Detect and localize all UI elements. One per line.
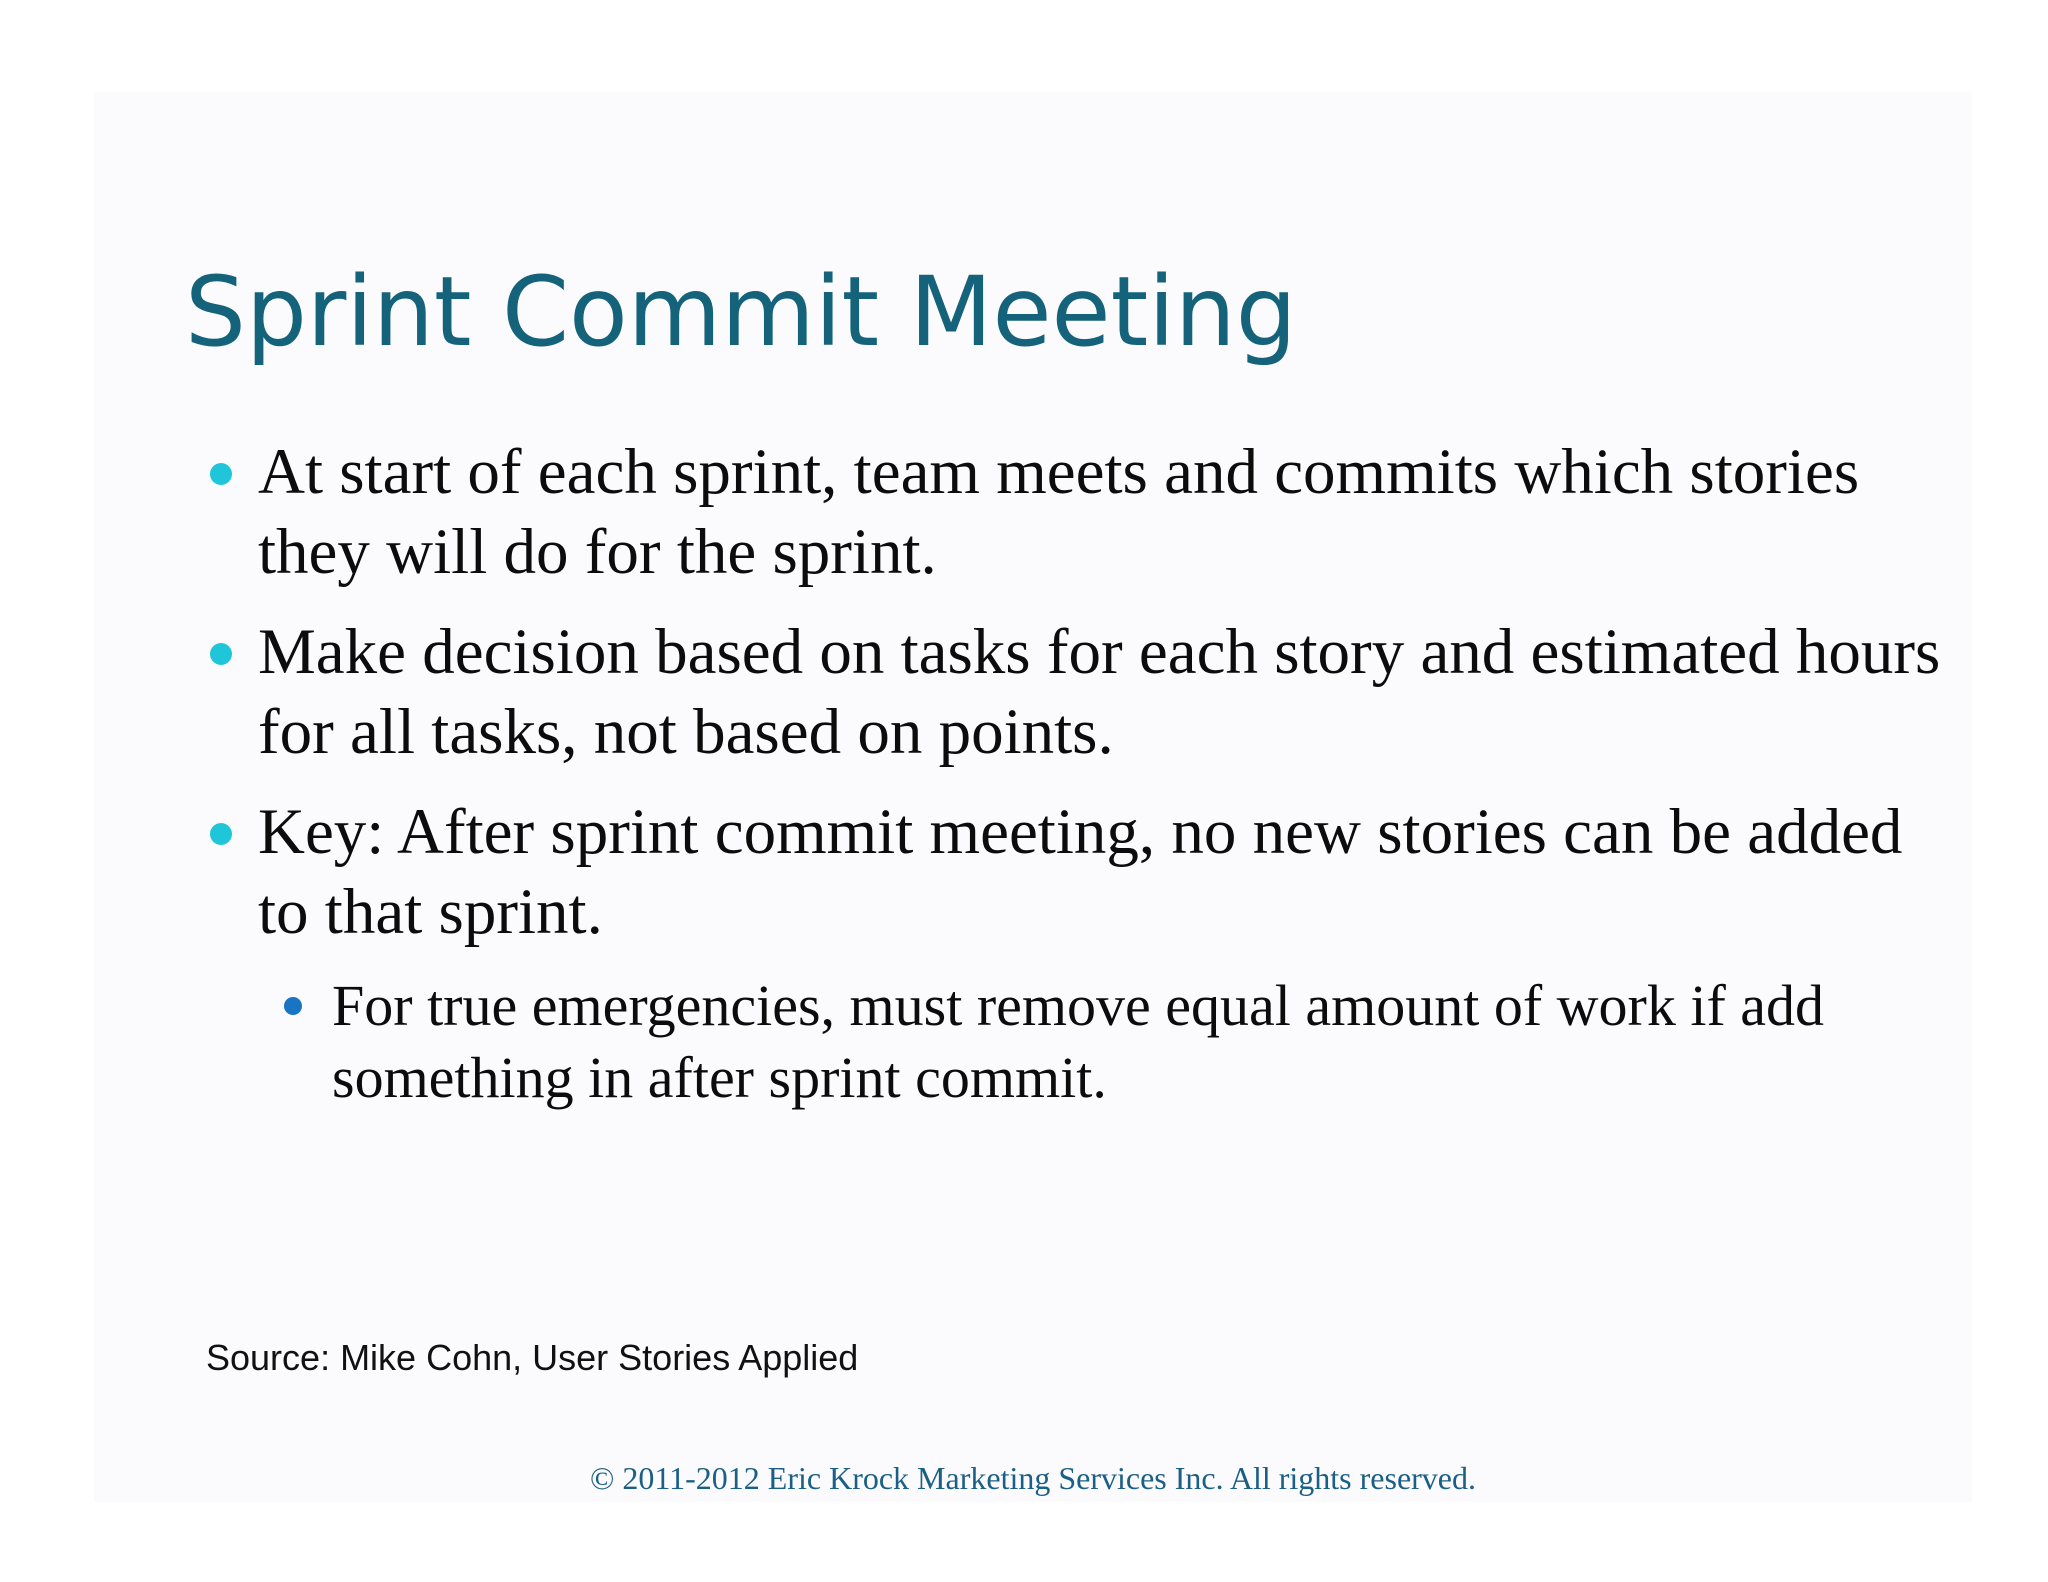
bullet-item xyxy=(210,432,1950,592)
sub-bullet-dot-icon xyxy=(284,997,302,1015)
copyright-footer: © 2011-2012 Eric Krock Marketing Services Inc. All rights reserved. xyxy=(590,1460,1476,1496)
sub-bullet-item xyxy=(284,970,1950,1114)
bullet-dot-icon xyxy=(210,463,232,485)
bullet-text: At start of each sprint, team meets and commits which stories they will do for the sprint. xyxy=(258,436,1860,588)
bullet-item xyxy=(210,612,1950,772)
bullet-item xyxy=(210,792,1950,1114)
bullet-list xyxy=(210,432,1950,1134)
sub-bullet-list xyxy=(258,970,1950,1114)
bullet-dot-icon xyxy=(210,823,232,845)
slide xyxy=(94,92,1972,1502)
bullet-text: Make decision based on tasks for each story and estimated hours for all tasks, not based on points. xyxy=(258,616,1941,768)
bullet-dot-icon xyxy=(210,643,232,665)
slide-title: Sprint Commit Meeting xyxy=(185,256,1297,368)
source-citation: Source: Mike Cohn, User Stories Applied xyxy=(206,1337,859,1378)
bullet-text: Key: After sprint commit meeting, no new stories can be added to that sprint. xyxy=(258,796,1903,948)
sub-bullet-text: For true emergencies, must remove equal amount of work if add something in after sprint commit. xyxy=(332,973,1824,1110)
